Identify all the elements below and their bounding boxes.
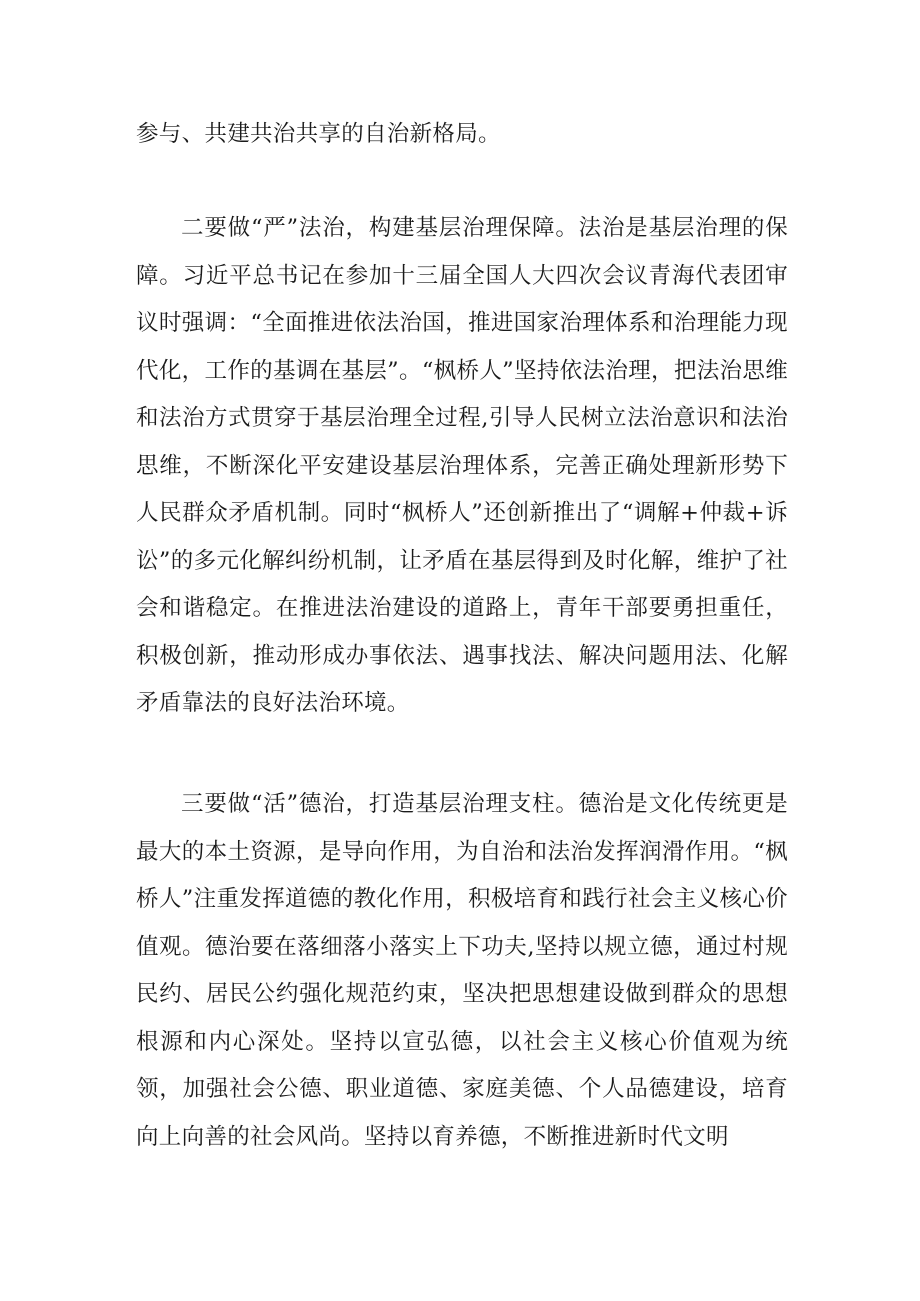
paragraph-rule-of-virtue: 三要做“活”德治，打造基层治理支柱。德治是文化传统更是最大的本土资源，是导向作用，为自治和法治发挥润滑作用。“枫桥人”注重发挥道德的教化作用，积极培育和践行社会主义核心价值观。德治要在落细落小落实上下功夫,坚持以规立德，通过村规民约、居民公约强化规范约束，坚决把思想建设做到群众的思想根源和内心深处。坚持以宣弘德，以社会主义核心价值观为统领，加强社会公德、职业道德、家庭美德、个人品德建设，培育向上向善的社会风尚。坚持以育养德，不断推进新时代文明 [136, 791, 788, 1150]
paragraph-continuation: 参与、共建共治共享的自治新格局。 [136, 121, 501, 147]
paragraph-rule-of-law: 二要做“严”法治，构建基层治理保障。法治是基层治理的保障。习近平总书记在参加十三届全国人大四次会议青海代表团审议时强调：“全面推进依法治国，推进国家治理体系和治理能力现代化，工作的基调在基层”。“枫桥人”坚持依法治理，把法治思维和法治方式贯穿于基层治理全过程,引导人民树立法治意识和法治思维，不断深化平安建设基层治理体系，完善正确处理新形势下人民群众矛盾机制。同时“枫桥人”还创新推出了“调解+仲裁+诉讼”的多元化解纠纷机制，让矛盾在基层得到及时化解，维护了社会和谐稳定。在推进法治建设的道路上，青年干部要勇担重任，积极创新，推动形成办事依法、遇事找法、解决问题用法、化解矛盾靠法的良好法治环境。 [136, 215, 788, 716]
